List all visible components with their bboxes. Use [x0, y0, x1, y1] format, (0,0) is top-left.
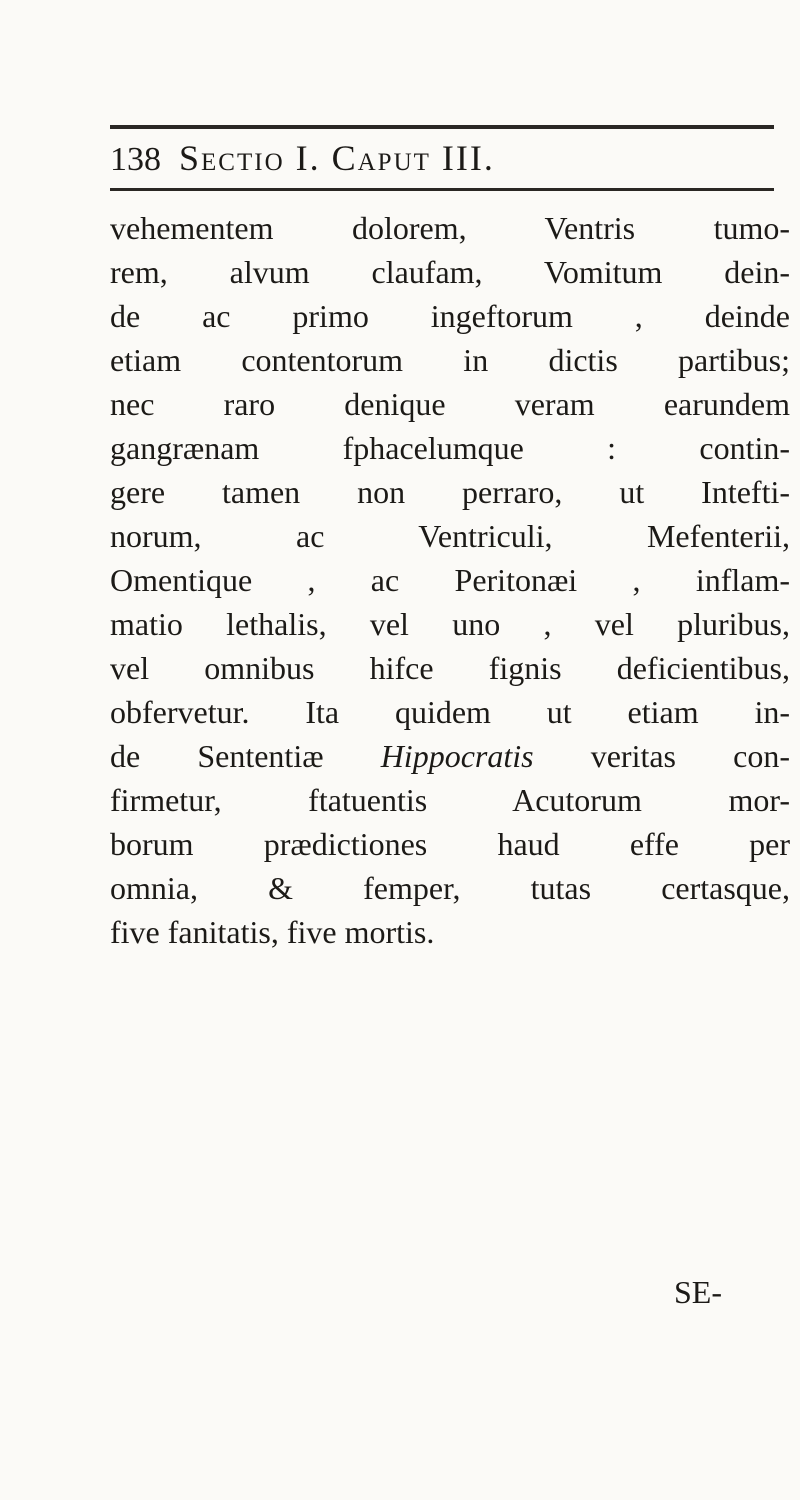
catchword: SE-: [674, 1274, 722, 1310]
text-line: de Sententiæ Hippocratis veritas con-: [110, 738, 790, 774]
text-line: Omentique , ac Peritonæi , inflam-: [110, 562, 790, 598]
page-number: 138: [110, 141, 161, 178]
text-line: norum, ac Ventriculi, Mefenterii,: [110, 518, 790, 554]
text-line: gangrænam fphacelumque : contin-: [110, 430, 790, 466]
running-head: [110, 136, 774, 180]
text-line: nec raro denique veram earundem: [110, 386, 790, 422]
italic-name: Hippocratis: [380, 738, 534, 774]
text-line: five fanitatis, five mortis.: [110, 914, 435, 950]
text-line: matio lethalis, vel uno , vel pluribus,: [110, 606, 790, 642]
header-rule-bottom: [110, 188, 774, 191]
text-line: etiam contentorum in dictis partibus;: [110, 342, 790, 378]
text-line: gere tamen non perraro, ut Intefti-: [110, 474, 790, 510]
text-line: firmetur, ftatuentis Acutorum mor-: [110, 782, 790, 818]
header-rule-top: [110, 125, 774, 129]
text-line: vel omnibus hifce fignis deficientibus,: [110, 650, 790, 686]
body-text: [110, 206, 790, 954]
text-line: obfervetur. Ita quidem ut etiam in-: [110, 694, 790, 730]
text-line: vehementem dolorem, Ventris tumo-: [110, 210, 790, 246]
text-line: de ac primo ingeftorum , deinde: [110, 298, 790, 334]
text-line: borum prædictiones haud effe per: [110, 826, 790, 862]
text-line: rem, alvum claufam, Vomitum dein-: [110, 254, 790, 290]
section-title: Sectio I. Caput III.: [179, 138, 495, 178]
text-line: omnia, & femper, tutas certasque,: [110, 870, 790, 906]
